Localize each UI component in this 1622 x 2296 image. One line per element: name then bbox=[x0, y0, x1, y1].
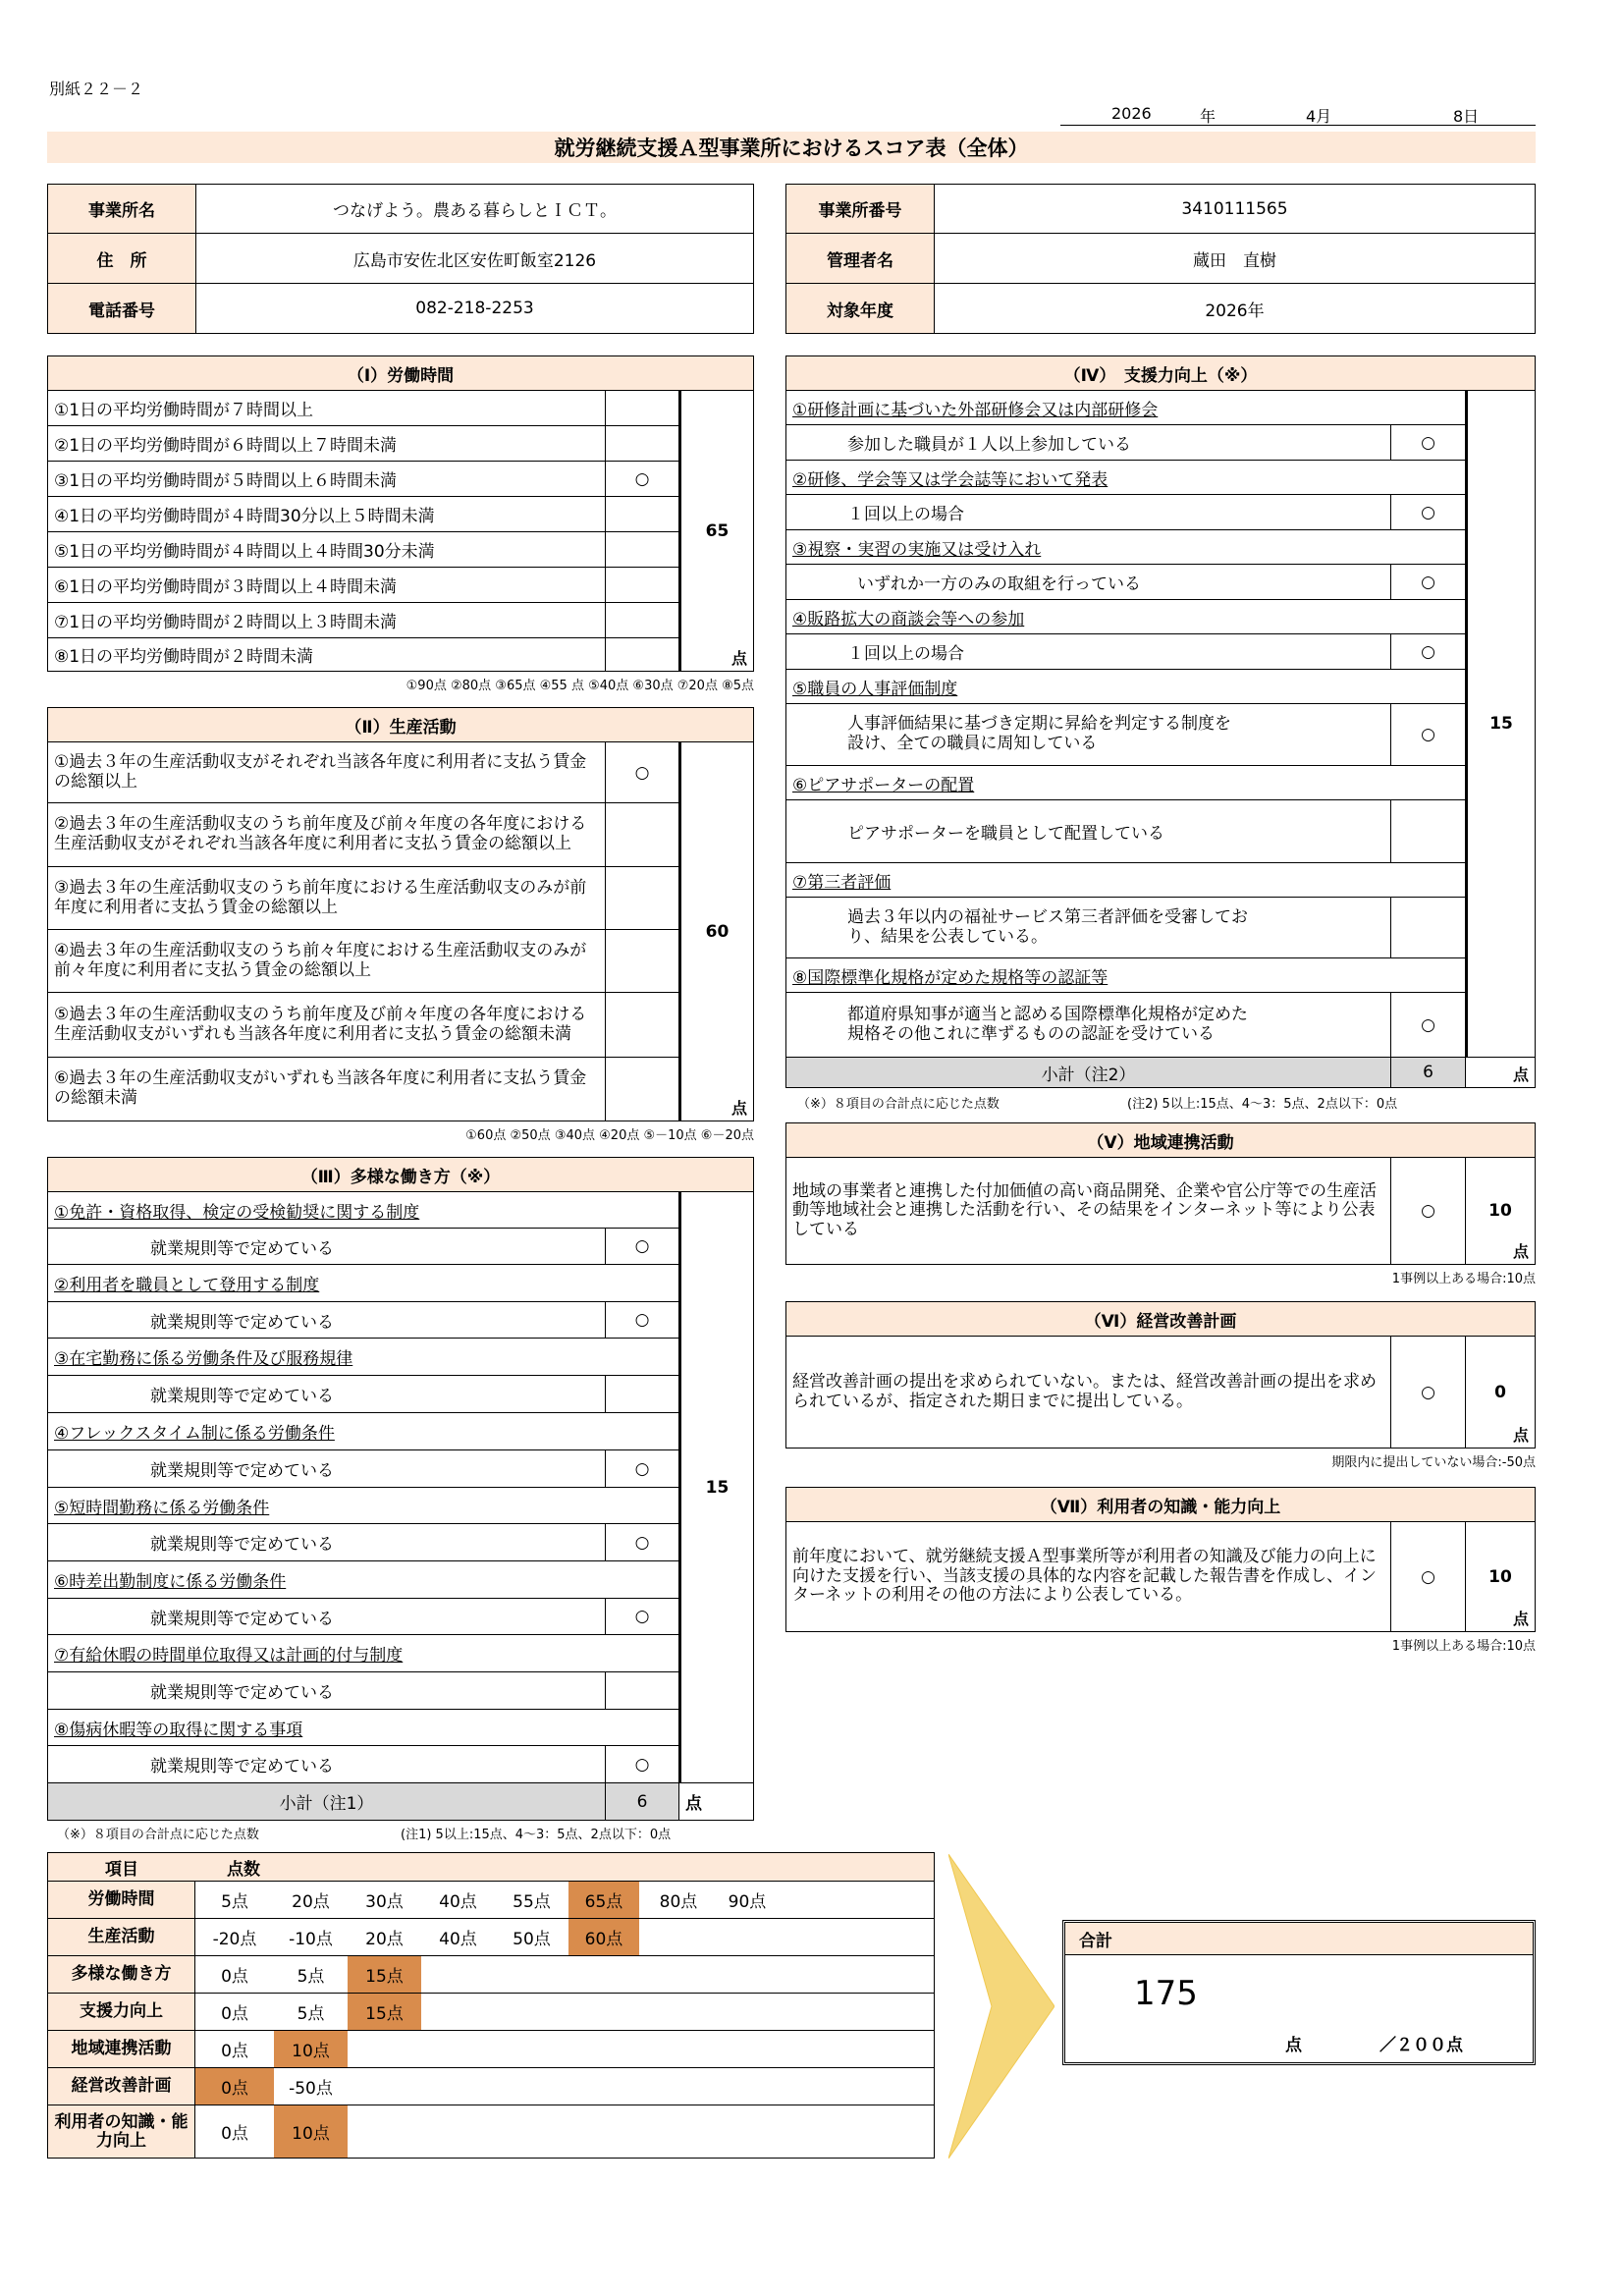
summary-header-item: 項目 bbox=[48, 1853, 195, 1881]
section-4-note-right: (注2) 5以上:15点、4～3：5点、2点以下：0点 bbox=[1127, 1097, 1398, 1112]
summary-cell: 60点 bbox=[568, 1919, 639, 1955]
section-2-mark-3 bbox=[605, 866, 679, 930]
section-2-mark-5 bbox=[605, 992, 679, 1058]
summary-cell: 5点 bbox=[297, 2004, 325, 2024]
section-6-score-value: 0 bbox=[1494, 1382, 1506, 1402]
manager-label: 管理者名 bbox=[785, 233, 935, 284]
section-1-row-6: ⑥1日の平均労働時間が３時間以上４時間未満 bbox=[47, 567, 606, 603]
phone-value: 082-218-2253 bbox=[195, 283, 754, 334]
section-2-score-unit: 点 bbox=[730, 1099, 747, 1118]
section-1-note: ①90点 ②80点 ③65点 ④55 点 ⑤40点 ⑥30点 ⑦20点 ⑧5点 bbox=[406, 679, 754, 693]
section-2-mark-1: ○ bbox=[605, 741, 679, 803]
section-2-mark-6 bbox=[605, 1057, 679, 1121]
address-value: 広島市安佐北区安佐町飯室2126 bbox=[195, 233, 754, 284]
section-1-row-4: ④1日の平均労働時間が４時間30分以上５時間未満 bbox=[47, 496, 606, 532]
section-6-mark: ○ bbox=[1390, 1336, 1466, 1449]
section-7-score-value: 10 bbox=[1488, 1566, 1512, 1587]
section-3-mark-7 bbox=[605, 1671, 679, 1710]
section-1-mark-7 bbox=[605, 602, 679, 638]
total-max: ／２００点 bbox=[1379, 2036, 1463, 2055]
section-3-sub-1: 就業規則等で定めている bbox=[47, 1228, 606, 1265]
summary-row-label-3: 多様な働き方 bbox=[48, 1955, 195, 1993]
section-5-score bbox=[1465, 1157, 1536, 1265]
section-7-title: （Ⅶ）利用者の知識・能力向上 bbox=[785, 1487, 1536, 1522]
section-4-head-1: ①研修計画に基づいた外部研修会又は内部研修会 bbox=[785, 390, 1466, 425]
summary-table bbox=[47, 1852, 935, 2159]
summary-cell: 0点 bbox=[221, 2042, 248, 2061]
section-1-row-2: ②1日の平均労働時間が６時間以上７時間未満 bbox=[47, 425, 606, 462]
section-4-head-6: ⑥ピアサポーターの配置 bbox=[785, 765, 1466, 800]
section-6-management-plan bbox=[785, 1301, 1536, 1449]
section-3-sub-7: 就業規則等で定めている bbox=[47, 1671, 606, 1710]
section-3-mark-4: ○ bbox=[605, 1449, 679, 1488]
summary-row-label-7: 利用者の知識・能力向上 bbox=[48, 2105, 195, 2158]
section-4-mark-1: ○ bbox=[1390, 424, 1466, 461]
section-3-sub-3: 就業規則等で定めている bbox=[47, 1375, 606, 1413]
section-2-score-value: 60 bbox=[705, 921, 730, 942]
section-6-title: （Ⅵ）経営改善計画 bbox=[785, 1301, 1536, 1337]
section-3-sub-8: 就業規則等で定めている bbox=[47, 1745, 606, 1783]
section-4-subtotal-value: 6 bbox=[1390, 1057, 1466, 1088]
section-3-sub-5: 就業規則等で定めている bbox=[47, 1523, 606, 1561]
section-3-sub-4: 就業規則等で定めている bbox=[47, 1449, 606, 1488]
summary-cell: 15点 bbox=[348, 1956, 421, 1993]
section-1-working-hours bbox=[47, 355, 754, 672]
section-3-mark-6: ○ bbox=[605, 1598, 679, 1635]
target-year-label: 対象年度 bbox=[785, 283, 935, 334]
summary-cell: 20点 bbox=[292, 1892, 330, 1912]
section-1-mark-1 bbox=[605, 390, 679, 426]
section-1-score bbox=[678, 390, 754, 672]
summary-cell: 80点 bbox=[659, 1892, 698, 1912]
summary-row-label-5: 地域連携活動 bbox=[48, 2030, 195, 2067]
summary-cell: 50点 bbox=[513, 1930, 551, 1949]
section-3-head-7: ⑦有給休暇の時間単位取得又は計画的付与制度 bbox=[47, 1634, 679, 1672]
section-3-subtotal-unit: 点 bbox=[678, 1782, 754, 1821]
section-7-score bbox=[1465, 1521, 1536, 1632]
section-6-note: 期限内に提出していない場合:-50点 bbox=[1331, 1455, 1536, 1470]
doc-number: 別紙２２－２ bbox=[49, 80, 144, 98]
section-3-head-5: ⑤短時間勤務に係る労働条件 bbox=[47, 1487, 679, 1524]
section-3-flexible-work bbox=[47, 1157, 754, 1821]
section-1-mark-2 bbox=[605, 425, 679, 462]
section-4-score: 15 bbox=[1465, 390, 1536, 1058]
section-7-text: 前年度において、就労継続支援Ａ型事業所等が利用者の知識及び能力の向上に向けた支援を行い、当該支援の具体的な内容を記載した報告書を作成し、インターネットの利用その他の方法により公表している。 bbox=[785, 1521, 1391, 1632]
date-month: 4月 bbox=[1306, 107, 1332, 126]
section-3-mark-3 bbox=[605, 1375, 679, 1413]
arrow-shape bbox=[948, 1854, 1054, 2159]
info-left-table bbox=[47, 184, 754, 334]
section-1-title: （Ⅰ）労働時間 bbox=[47, 355, 754, 391]
section-6-score-unit: 点 bbox=[1512, 1426, 1529, 1445]
section-4-sub-5: 人事評価結果に基づき定期に昇給を判定する制度を設け、全ての職員に周知している bbox=[785, 703, 1391, 766]
section-4-sub-7: 過去３年以内の福祉サービス第三者評価を受審しており、結果を公表している。 bbox=[785, 897, 1391, 958]
section-4-note-left: （※）８項目の合計点に応じた点数 bbox=[797, 1097, 1000, 1112]
section-4-mark-6 bbox=[1390, 799, 1466, 863]
section-1-mark-3: ○ bbox=[605, 461, 679, 497]
summary-cell: 55点 bbox=[513, 1892, 551, 1912]
summary-row-label-1: 労働時間 bbox=[48, 1881, 195, 1918]
address-label: 住 所 bbox=[47, 233, 196, 284]
number-label: 事業所番号 bbox=[785, 184, 935, 234]
section-4-head-2: ②研修、学会等又は学会誌等において発表 bbox=[785, 460, 1466, 495]
section-4-mark-4: ○ bbox=[1390, 633, 1466, 670]
section-4-subtotal-unit bbox=[1465, 1057, 1536, 1088]
summary-cell: 90点 bbox=[728, 1892, 767, 1912]
section-6-text: 経営改善計画の提出を求められていない。または、経営改善計画の提出を求められているが、指定された期日までに提出している。 bbox=[785, 1336, 1391, 1449]
section-2-row-4: ④過去３年の生産活動収支のうち前々年度における生産活動収支のみが前々年度に利用者に支払う賃金の総額以上 bbox=[47, 929, 606, 993]
section-2-row-6: ⑥過去３年の生産活動収支がいずれも当該各年度に利用者に支払う賃金の総額未満 bbox=[47, 1057, 606, 1121]
section-4-sub-3: いずれか一方のみの取組を行っている bbox=[785, 564, 1391, 600]
summary-cell: 0点 bbox=[221, 2004, 248, 2024]
page-title: 就労継続支援Ａ型事業所におけるスコア表（全体） bbox=[47, 132, 1536, 163]
section-3-head-1: ①免許・資格取得、検定の受検勧奨に関する制度 bbox=[47, 1191, 679, 1229]
section-2-row-5: ⑤過去３年の生産活動収支のうち前年度及び前々年度の各年度における生産活動収支がいずれも当該各年度に利用者に支払う賃金の総額未満 bbox=[47, 992, 606, 1058]
section-7-mark: ○ bbox=[1390, 1521, 1466, 1632]
section-4-head-3: ③視察・実習の実施又は受け入れ bbox=[785, 529, 1466, 565]
section-1-row-5: ⑤1日の平均労働時間が４時間以上４時間30分未満 bbox=[47, 531, 606, 568]
section-3-note-left: （※）８項目の合計点に応じた点数 bbox=[57, 1828, 259, 1842]
manager-value: 蔵田 直樹 bbox=[934, 233, 1536, 284]
section-5-title: （Ⅴ）地域連携活動 bbox=[785, 1122, 1536, 1158]
summary-cell: 30点 bbox=[365, 1892, 404, 1912]
section-2-row-3: ③過去３年の生産活動収支のうち前年度における生産活動収支のみが前年度に利用者に支払う賃金の総額以上 bbox=[47, 866, 606, 930]
section-4-sub-6: ピアサポーターを職員として配置している bbox=[785, 799, 1391, 863]
section-4-subtotal-unit-text: 点 bbox=[1512, 1066, 1529, 1084]
summary-row-label-2: 生産活動 bbox=[48, 1918, 195, 1955]
section-4-head-4: ④販路拡大の商談会等への参加 bbox=[785, 599, 1466, 634]
section-7-user-skills bbox=[785, 1487, 1536, 1632]
section-2-row-2: ②過去３年の生産活動収支のうち前年度及び前々年度の各年度における生産活動収支がそれぞれ当該各年度に利用者に支払う賃金の総額以上 bbox=[47, 802, 606, 867]
summary-cell: 40点 bbox=[439, 1892, 477, 1912]
section-1-rows bbox=[47, 390, 754, 672]
section-5-mark: ○ bbox=[1390, 1157, 1466, 1265]
section-1-mark-4 bbox=[605, 496, 679, 532]
section-4-sub-8: 都道府県知事が適当と認める国際標準化規格が定めた規格その他これに準ずるものの認証を受けている bbox=[785, 992, 1391, 1058]
section-4-head-7: ⑦第三者評価 bbox=[785, 862, 1466, 898]
section-5-note: 1事例以上ある場合:10点 bbox=[1391, 1272, 1536, 1286]
section-2-note: ①60点 ②50点 ③40点 ④20点 ⑤－10点 ⑥－20点 bbox=[465, 1128, 754, 1143]
office-label: 事業所名 bbox=[47, 184, 196, 234]
section-4-mark-3: ○ bbox=[1390, 564, 1466, 600]
target-year-value: 2026年 bbox=[934, 283, 1536, 334]
section-2-production bbox=[47, 707, 754, 1121]
section-3-mark-5: ○ bbox=[605, 1523, 679, 1561]
section-3-sub-6: 就業規則等で定めている bbox=[47, 1598, 606, 1635]
section-4-mark-5: ○ bbox=[1390, 703, 1466, 766]
section-2-row-1: ①過去３年の生産活動収支がそれぞれ当該各年度に利用者に支払う賃金の総額以上 bbox=[47, 741, 606, 803]
summary-cell: 0点 bbox=[195, 2068, 274, 2105]
section-3-score: 15 bbox=[678, 1191, 754, 1783]
section-2-score bbox=[678, 741, 754, 1121]
section-5-text: 地域の事業者と連携した付加価値の高い商品開発、企業や官公庁等での生産活動等地域社会と連携した活動を行い、その結果をインターネット等により公表している bbox=[785, 1157, 1391, 1265]
summary-cell: 10点 bbox=[274, 2031, 348, 2067]
section-1-score-value: 65 bbox=[705, 520, 730, 541]
total-box bbox=[1062, 1920, 1536, 2065]
section-3-head-3: ③在宅勤務に係る労働条件及び服務規律 bbox=[47, 1338, 679, 1376]
section-3-title: （Ⅲ）多様な働き方（※） bbox=[47, 1157, 754, 1192]
section-3-subtotal-label: 小計（注1） bbox=[47, 1782, 606, 1821]
total-label: 合計 bbox=[1065, 1923, 1533, 1955]
section-1-row-3: ③1日の平均労働時間が５時間以上６時間未満 bbox=[47, 461, 606, 497]
section-3-head-6: ⑥時差出勤制度に係る労働条件 bbox=[47, 1560, 679, 1599]
section-1-mark-6 bbox=[605, 567, 679, 603]
section-3-subtotal-value: 6 bbox=[605, 1782, 679, 1821]
phone-label: 電話番号 bbox=[47, 283, 196, 334]
office-value: つなげよう。農ある暮らしとＩＣＴ。 bbox=[195, 184, 754, 234]
section-1-row-7: ⑦1日の平均労働時間が２時間以上３時間未満 bbox=[47, 602, 606, 638]
date-year: 2026 bbox=[1111, 104, 1152, 123]
summary-cell: 5点 bbox=[297, 1967, 325, 1987]
summary-cell: -20点 bbox=[212, 1930, 257, 1949]
section-7-note: 1事例以上ある場合:10点 bbox=[1391, 1639, 1536, 1654]
section-1-row-1: ①1日の平均労働時間が７時間以上 bbox=[47, 390, 606, 426]
summary-cell: -10点 bbox=[289, 1930, 333, 1949]
total-value: 175 bbox=[1134, 1974, 1198, 2013]
summary-cell: 40点 bbox=[439, 1930, 477, 1949]
section-4-sub-1: 参加した職員が１人以上参加している bbox=[785, 424, 1391, 461]
summary-cell: 65点 bbox=[568, 1882, 639, 1918]
summary-cell: 5点 bbox=[221, 1892, 248, 1912]
section-4-mark-2: ○ bbox=[1390, 494, 1466, 530]
section-1-mark-5 bbox=[605, 531, 679, 568]
info-right-table bbox=[785, 184, 1536, 334]
summary-row-label-4: 支援力向上 bbox=[48, 1993, 195, 2030]
summary-cell: 10点 bbox=[274, 2105, 348, 2158]
summary-header-points: 点数 bbox=[195, 1853, 934, 1881]
section-5-community bbox=[785, 1122, 1536, 1265]
summary-row-label-6: 経営改善計画 bbox=[48, 2067, 195, 2105]
section-4-subtotal-label: 小計（注2） bbox=[785, 1057, 1391, 1088]
section-4-sub-2: １回以上の場合 bbox=[785, 494, 1391, 530]
section-6-score bbox=[1465, 1336, 1536, 1449]
section-4-head-8: ⑧国際標準化規格が定めた規格等の認証等 bbox=[785, 957, 1466, 993]
summary-cell: 20点 bbox=[365, 1930, 404, 1949]
section-2-mark-2 bbox=[605, 802, 679, 867]
section-3-sub-2: 就業規則等で定めている bbox=[47, 1301, 606, 1339]
section-3-mark-1: ○ bbox=[605, 1228, 679, 1265]
section-1-score-unit: 点 bbox=[730, 649, 747, 668]
section-2-title: （Ⅱ）生産活動 bbox=[47, 707, 754, 742]
section-5-score-unit: 点 bbox=[1512, 1242, 1529, 1261]
section-3-head-4: ④フレックスタイム制に係る労働条件 bbox=[47, 1412, 679, 1450]
section-7-score-unit: 点 bbox=[1512, 1610, 1529, 1628]
section-3-head-8: ⑧傷病休暇等の取得に関する事項 bbox=[47, 1709, 679, 1746]
section-1-mark-8 bbox=[605, 637, 679, 672]
section-3-head-2: ②利用者を職員として登用する制度 bbox=[47, 1264, 679, 1302]
section-4-head-5: ⑤職員の人事評価制度 bbox=[785, 669, 1466, 704]
date-line bbox=[1060, 102, 1536, 126]
section-3-mark-8: ○ bbox=[605, 1745, 679, 1783]
section-5-score-value: 10 bbox=[1488, 1201, 1512, 1221]
summary-cell: 0点 bbox=[221, 2124, 248, 2144]
section-2-mark-4 bbox=[605, 929, 679, 993]
section-1-row-8: ⑧1日の平均労働時間が２時間未満 bbox=[47, 637, 606, 672]
section-4-mark-7 bbox=[1390, 897, 1466, 958]
summary-cell: 15点 bbox=[348, 1994, 421, 2030]
section-4-sub-4: １回以上の場合 bbox=[785, 633, 1391, 670]
section-3-mark-2: ○ bbox=[605, 1301, 679, 1339]
section-4-mark-8: ○ bbox=[1390, 992, 1466, 1058]
number-value: 3410111565 bbox=[934, 184, 1536, 234]
section-4-title: （Ⅳ） 支援力向上（※） bbox=[785, 355, 1536, 391]
section-3-note-right: (注1) 5以上:15点、4～3：5点、2点以下：0点 bbox=[401, 1828, 672, 1842]
section-4-support-capacity bbox=[785, 355, 1536, 1096]
date-day: 8日 bbox=[1453, 107, 1480, 126]
total-unit: 点 bbox=[1285, 2036, 1302, 2055]
date-year-label: 年 bbox=[1200, 107, 1216, 126]
summary-cell: 0点 bbox=[221, 1967, 248, 1987]
summary-cell: -50点 bbox=[289, 2079, 333, 2099]
